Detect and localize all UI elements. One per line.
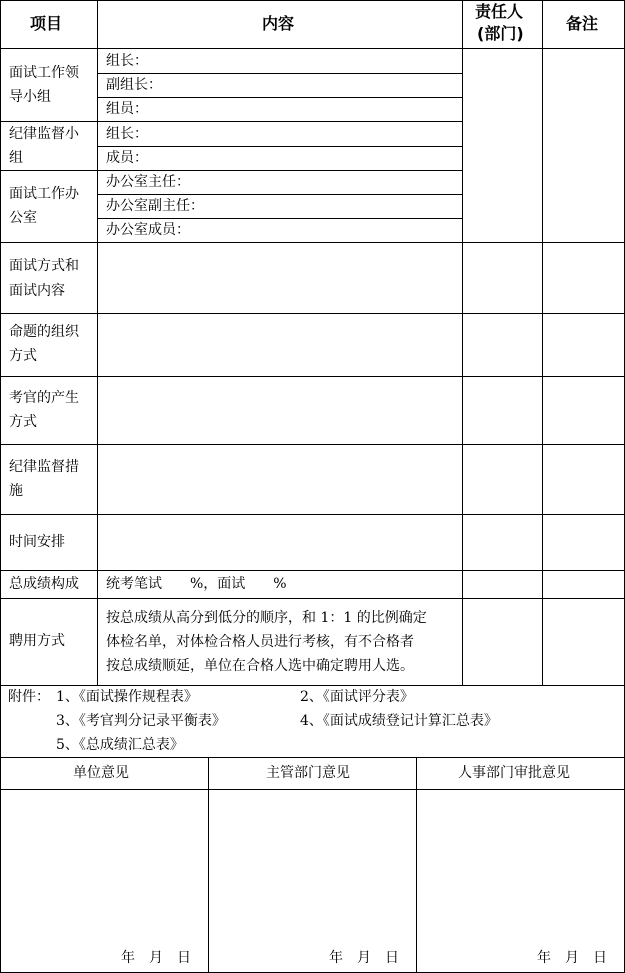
unit-date: 年 月 日: [121, 950, 191, 966]
discipline-measures-label: 纪律监督措: [9, 459, 79, 475]
method-label: 面试方式和: [9, 258, 79, 274]
header-content: 内容: [262, 14, 295, 33]
schedule-label: 时间安排: [9, 534, 65, 550]
hr-date: 年 月 日: [537, 950, 607, 966]
attachment-item: 2、《面试评分表》: [300, 689, 414, 705]
row-divider: [0, 313, 625, 314]
member-field: 成员：: [106, 150, 148, 166]
office-deputy-field: 办公室副主任：: [106, 198, 204, 214]
score-label: 总成绩构成: [9, 576, 79, 592]
leader-field: 组长：: [106, 126, 148, 142]
examiner-label: 考官的产生: [9, 390, 79, 406]
leader-field: 组长：: [106, 53, 148, 69]
deputy-field: 副组长：: [106, 77, 162, 93]
discipline-group-label: 组: [9, 150, 23, 166]
hiring-text: 体检名单，对体检合格人员进行考核，有不合格者: [106, 634, 414, 650]
supervisor-date: 年 月 日: [329, 950, 399, 966]
row-divider: [97, 146, 462, 147]
member-field: 组员：: [106, 101, 148, 117]
hiring-text: 按总成绩从高分到低分的顺序，和 1：1 的比例确定: [106, 610, 427, 626]
hiring-text: 按总成绩顺延，单位在合格人选中确定聘用人选。: [106, 658, 414, 674]
leading-group-label: 导小组: [9, 89, 51, 105]
score-composition: 统考笔试 %，面试 %: [106, 576, 287, 592]
header-responsible: 责任人: [475, 2, 524, 21]
row-divider: [0, 170, 462, 171]
supervisor-opinion-header: 主管部门意见: [266, 765, 350, 781]
attachment-item: 1、《面试操作规程表》: [56, 689, 198, 705]
column-divider: [416, 757, 417, 973]
column-divider: [462, 0, 463, 685]
question-label: 方式: [9, 348, 37, 364]
method-label: 面试内容: [9, 283, 65, 299]
header-department: (部门): [477, 24, 524, 43]
examiner-label: 方式: [9, 414, 37, 430]
attachment-item: 5、《总成绩汇总表》: [56, 737, 184, 753]
hr-opinion-header: 人事部门审批意见: [458, 765, 570, 781]
header-item: 项目: [30, 14, 63, 33]
unit-opinion-header: 单位意见: [73, 765, 129, 781]
attachments-prefix: 附件：: [8, 689, 50, 705]
office-label: 面试工作办: [9, 186, 79, 202]
office-label: 公室: [9, 210, 37, 226]
row-divider: [0, 514, 625, 515]
row-divider: [0, 0, 625, 1]
row-divider: [0, 48, 625, 49]
discipline-measures-label: 施: [9, 483, 23, 499]
row-divider: [0, 598, 625, 599]
question-label: 命题的组织: [9, 324, 79, 340]
leading-group-label: 面试工作领: [9, 65, 79, 81]
discipline-group-label: 纪律监督小: [9, 126, 79, 142]
row-divider: [0, 570, 625, 571]
row-divider: [0, 242, 625, 243]
row-divider: [0, 444, 625, 445]
column-divider: [0, 0, 1, 973]
attachment-item: 3、《考官判分记录平衡表》: [56, 713, 226, 729]
office-member-field: 办公室成员：: [106, 222, 190, 238]
row-divider: [0, 757, 625, 758]
row-divider: [0, 376, 625, 377]
hiring-label: 聘用方式: [9, 633, 65, 649]
office-director-field: 办公室主任：: [106, 174, 190, 190]
column-divider: [97, 0, 98, 685]
header-remarks: 备注: [566, 14, 599, 33]
attachment-item: 4、《面试成绩登记计算汇总表》: [300, 713, 498, 729]
row-divider: [0, 789, 625, 790]
column-divider: [208, 757, 209, 973]
column-divider: [542, 0, 543, 685]
row-divider: [97, 97, 462, 98]
